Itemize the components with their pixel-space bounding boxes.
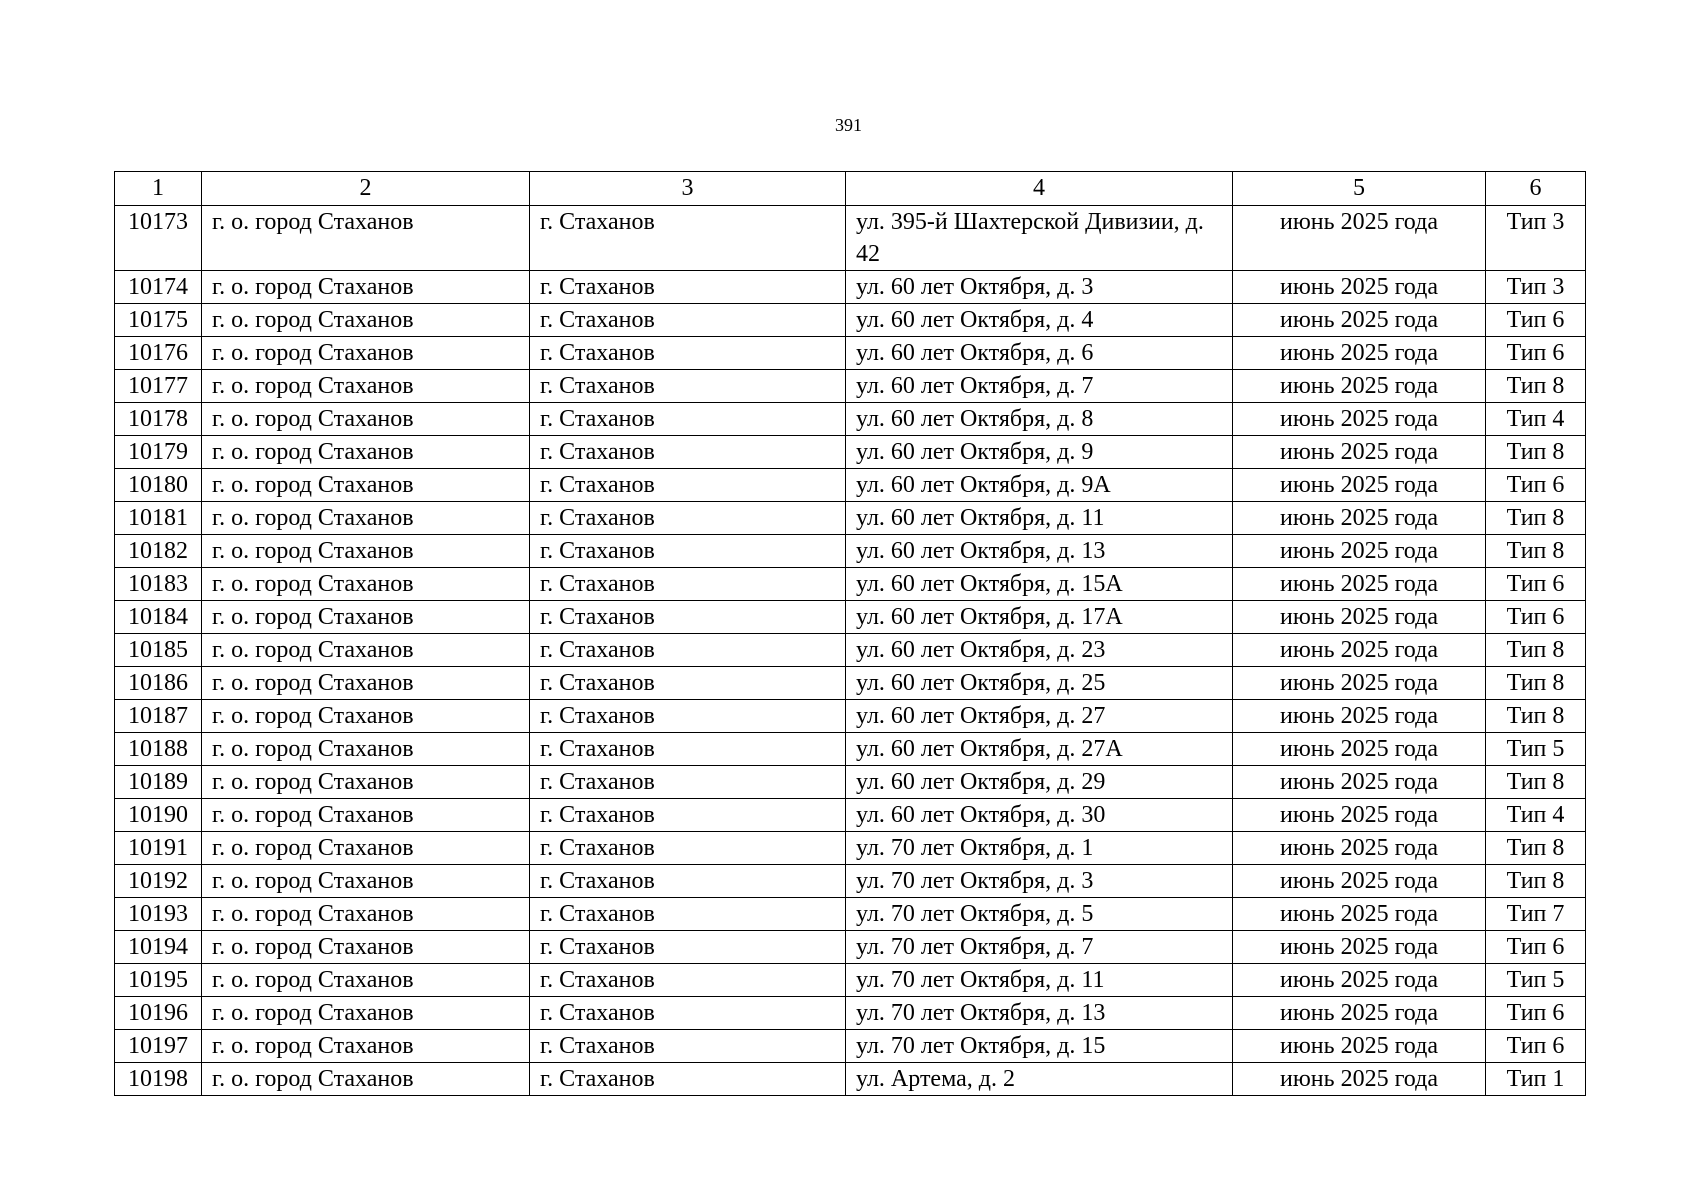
address-cell: ул. 60 лет Октября, д. 29 [846,766,1233,799]
city-cell: г. Стаханов [530,865,846,898]
address-cell: ул. 60 лет Октября, д. 13 [846,535,1233,568]
date-cell: июнь 2025 года [1233,931,1486,964]
column-header-1: 1 [115,172,202,206]
date-cell: июнь 2025 года [1233,865,1486,898]
district-cell: г. о. город Стаханов [202,865,530,898]
row-number-cell: 10177 [115,370,202,403]
city-cell: г. Стаханов [530,502,846,535]
address-cell: ул. 70 лет Октября, д. 15 [846,1030,1233,1063]
row-number-cell: 10193 [115,898,202,931]
table-row [115,1030,1586,1063]
table-row [115,733,1586,766]
date-cell: июнь 2025 года [1233,667,1486,700]
row-number-cell: 10196 [115,997,202,1030]
date-cell: июнь 2025 года [1233,601,1486,634]
table-row [115,865,1586,898]
row-number-cell: 10179 [115,436,202,469]
type-cell: Тип 8 [1486,832,1586,865]
district-cell: г. о. город Стаханов [202,799,530,832]
type-cell: Тип 6 [1486,304,1586,337]
table-row [115,304,1586,337]
table-row [115,799,1586,832]
district-cell: г. о. город Стаханов [202,337,530,370]
city-cell: г. Стаханов [530,700,846,733]
date-cell: июнь 2025 года [1233,832,1486,865]
address-cell: ул. 60 лет Октября, д. 25 [846,667,1233,700]
row-number-cell: 10182 [115,535,202,568]
address-cell: ул. 60 лет Октября, д. 9А [846,469,1233,502]
type-cell: Тип 3 [1486,271,1586,304]
table-body [115,206,1586,1096]
table-row [115,832,1586,865]
table-row [115,898,1586,931]
table-row [115,997,1586,1030]
district-cell: г. о. город Стаханов [202,700,530,733]
city-cell: г. Стаханов [530,403,846,436]
column-header-4: 4 [846,172,1233,206]
row-number-cell: 10174 [115,271,202,304]
city-cell: г. Стаханов [530,206,846,271]
type-cell: Тип 6 [1486,568,1586,601]
address-cell: ул. Артема, д. 2 [846,1063,1233,1096]
type-cell: Тип 6 [1486,337,1586,370]
row-number-cell: 10195 [115,964,202,997]
type-cell: Тип 8 [1486,766,1586,799]
row-number-cell: 10180 [115,469,202,502]
column-header-5: 5 [1233,172,1486,206]
row-number-cell: 10188 [115,733,202,766]
city-cell: г. Стаханов [530,898,846,931]
date-cell: июнь 2025 года [1233,469,1486,502]
type-cell: Тип 8 [1486,865,1586,898]
date-cell: июнь 2025 года [1233,502,1486,535]
type-cell: Тип 1 [1486,1063,1586,1096]
type-cell: Тип 8 [1486,667,1586,700]
city-cell: г. Стаханов [530,733,846,766]
row-number-cell: 10197 [115,1030,202,1063]
type-cell: Тип 6 [1486,469,1586,502]
address-cell: ул. 60 лет Октября, д. 15А [846,568,1233,601]
date-cell: июнь 2025 года [1233,700,1486,733]
district-cell: г. о. город Стаханов [202,898,530,931]
type-cell: Тип 8 [1486,370,1586,403]
table-row [115,502,1586,535]
row-number-cell: 10194 [115,931,202,964]
row-number-cell: 10175 [115,304,202,337]
date-cell: июнь 2025 года [1233,206,1486,271]
district-cell: г. о. город Стаханов [202,832,530,865]
date-cell: июнь 2025 года [1233,964,1486,997]
type-cell: Тип 4 [1486,799,1586,832]
table-row [115,403,1586,436]
city-cell: г. Стаханов [530,997,846,1030]
date-cell: июнь 2025 года [1233,436,1486,469]
district-cell: г. о. город Стаханов [202,997,530,1030]
address-cell: ул. 60 лет Октября, д. 8 [846,403,1233,436]
registry-table [114,171,1586,1096]
city-cell: г. Стаханов [530,271,846,304]
header-row [115,172,1586,206]
table-row [115,1063,1586,1096]
table-row [115,469,1586,502]
row-number-cell: 10183 [115,568,202,601]
address-cell: ул. 60 лет Октября, д. 30 [846,799,1233,832]
address-cell: ул. 70 лет Октября, д. 3 [846,865,1233,898]
date-cell: июнь 2025 года [1233,997,1486,1030]
row-number-cell: 10184 [115,601,202,634]
type-cell: Тип 4 [1486,403,1586,436]
city-cell: г. Стаханов [530,436,846,469]
district-cell: г. о. город Стаханов [202,502,530,535]
address-cell: ул. 60 лет Октября, д. 3 [846,271,1233,304]
district-cell: г. о. город Стаханов [202,964,530,997]
city-cell: г. Стаханов [530,370,846,403]
address-cell: ул. 60 лет Октября, д. 23 [846,634,1233,667]
city-cell: г. Стаханов [530,964,846,997]
row-number-cell: 10176 [115,337,202,370]
district-cell: г. о. город Стаханов [202,568,530,601]
table-row [115,667,1586,700]
date-cell: июнь 2025 года [1233,568,1486,601]
type-cell: Тип 3 [1486,206,1586,271]
address-cell: ул. 60 лет Октября, д. 27А [846,733,1233,766]
city-cell: г. Стаханов [530,304,846,337]
date-cell: июнь 2025 года [1233,370,1486,403]
address-cell: ул. 60 лет Октября, д. 17А [846,601,1233,634]
row-number-cell: 10198 [115,1063,202,1096]
table-row [115,601,1586,634]
type-cell: Тип 8 [1486,535,1586,568]
address-cell: ул. 70 лет Октября, д. 5 [846,898,1233,931]
date-cell: июнь 2025 года [1233,1030,1486,1063]
row-number-cell: 10173 [115,206,202,271]
type-cell: Тип 6 [1486,997,1586,1030]
table-row [115,700,1586,733]
row-number-cell: 10185 [115,634,202,667]
date-cell: июнь 2025 года [1233,337,1486,370]
district-cell: г. о. город Стаханов [202,1030,530,1063]
type-cell: Тип 8 [1486,700,1586,733]
city-cell: г. Стаханов [530,601,846,634]
city-cell: г. Стаханов [530,1063,846,1096]
type-cell: Тип 7 [1486,898,1586,931]
district-cell: г. о. город Стаханов [202,634,530,667]
address-cell: ул. 60 лет Октября, д. 27 [846,700,1233,733]
row-number-cell: 10186 [115,667,202,700]
city-cell: г. Стаханов [530,1030,846,1063]
table-row [115,337,1586,370]
type-cell: Тип 8 [1486,436,1586,469]
city-cell: г. Стаханов [530,799,846,832]
address-cell: ул. 60 лет Октября, д. 6 [846,337,1233,370]
district-cell: г. о. город Стаханов [202,667,530,700]
table-row [115,206,1586,271]
district-cell: г. о. город Стаханов [202,271,530,304]
type-cell: Тип 8 [1486,502,1586,535]
date-cell: июнь 2025 года [1233,733,1486,766]
district-cell: г. о. город Стаханов [202,469,530,502]
column-header-2: 2 [202,172,530,206]
row-number-cell: 10192 [115,865,202,898]
table-row [115,634,1586,667]
type-cell: Тип 6 [1486,931,1586,964]
type-cell: Тип 8 [1486,634,1586,667]
type-cell: Тип 6 [1486,601,1586,634]
address-cell: ул. 60 лет Октября, д. 7 [846,370,1233,403]
district-cell: г. о. город Стаханов [202,766,530,799]
column-header-3: 3 [530,172,846,206]
date-cell: июнь 2025 года [1233,799,1486,832]
row-number-cell: 10189 [115,766,202,799]
type-cell: Тип 5 [1486,964,1586,997]
row-number-cell: 10187 [115,700,202,733]
date-cell: июнь 2025 года [1233,403,1486,436]
address-cell: ул. 395-й Шахтерской Дивизии, д. 42 [846,206,1233,271]
district-cell: г. о. город Стаханов [202,601,530,634]
row-number-cell: 10190 [115,799,202,832]
address-cell: ул. 70 лет Октября, д. 1 [846,832,1233,865]
type-cell: Тип 6 [1486,1030,1586,1063]
district-cell: г. о. город Стаханов [202,370,530,403]
address-cell: ул. 70 лет Октября, д. 13 [846,997,1233,1030]
city-cell: г. Стаханов [530,766,846,799]
date-cell: июнь 2025 года [1233,271,1486,304]
city-cell: г. Стаханов [530,931,846,964]
district-cell: г. о. город Стаханов [202,1063,530,1096]
district-cell: г. о. город Стаханов [202,733,530,766]
city-cell: г. Стаханов [530,832,846,865]
city-cell: г. Стаханов [530,667,846,700]
table-row [115,766,1586,799]
table-row [115,535,1586,568]
table-row [115,964,1586,997]
city-cell: г. Стаханов [530,634,846,667]
date-cell: июнь 2025 года [1233,1063,1486,1096]
address-cell: ул. 60 лет Октября, д. 11 [846,502,1233,535]
table-row [115,436,1586,469]
table-row [115,271,1586,304]
page-number: 391 [835,115,862,135]
date-cell: июнь 2025 года [1233,535,1486,568]
address-cell: ул. 60 лет Октября, д. 9 [846,436,1233,469]
city-cell: г. Стаханов [530,535,846,568]
city-cell: г. Стаханов [530,568,846,601]
district-cell: г. о. город Стаханов [202,206,530,271]
city-cell: г. Стаханов [530,469,846,502]
date-cell: июнь 2025 года [1233,766,1486,799]
date-cell: июнь 2025 года [1233,634,1486,667]
district-cell: г. о. город Стаханов [202,931,530,964]
address-cell: ул. 60 лет Октября, д. 4 [846,304,1233,337]
address-cell: ул. 70 лет Октября, д. 7 [846,931,1233,964]
district-cell: г. о. город Стаханов [202,535,530,568]
table-row [115,370,1586,403]
table-row [115,931,1586,964]
type-cell: Тип 5 [1486,733,1586,766]
address-cell: ул. 70 лет Октября, д. 11 [846,964,1233,997]
city-cell: г. Стаханов [530,337,846,370]
date-cell: июнь 2025 года [1233,898,1486,931]
column-header-6: 6 [1486,172,1586,206]
district-cell: г. о. город Стаханов [202,436,530,469]
row-number-cell: 10181 [115,502,202,535]
row-number-cell: 10178 [115,403,202,436]
date-cell: июнь 2025 года [1233,304,1486,337]
district-cell: г. о. город Стаханов [202,304,530,337]
row-number-cell: 10191 [115,832,202,865]
district-cell: г. о. город Стаханов [202,403,530,436]
table-row [115,568,1586,601]
